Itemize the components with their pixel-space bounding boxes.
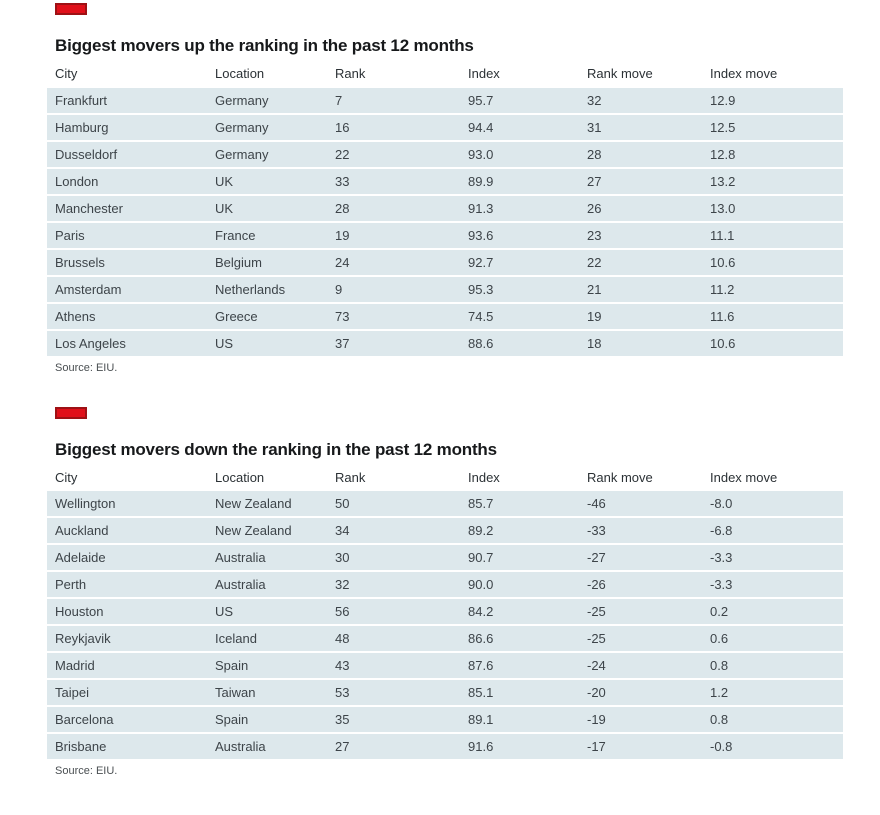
- table-cell: 26: [579, 195, 702, 222]
- table-row: [47, 195, 843, 222]
- table-cell: Wellington: [47, 491, 207, 517]
- table-cell: 12.8: [702, 141, 843, 168]
- table-cell: Frankfurt: [47, 88, 207, 114]
- table-cell: 34: [327, 517, 460, 544]
- table-cell: -6.8: [702, 517, 843, 544]
- movers-down-title: Biggest movers down the ranking in the past 12 months: [55, 439, 497, 459]
- column-header-rank: Rank: [327, 63, 460, 88]
- table-cell: Iceland: [207, 625, 327, 652]
- table-cell: Australia: [207, 571, 327, 598]
- table-cell: -25: [579, 598, 702, 625]
- table-cell: Dusseldorf: [47, 141, 207, 168]
- table-cell: US: [207, 598, 327, 625]
- table-cell: 48: [327, 625, 460, 652]
- table-cell: -33: [579, 517, 702, 544]
- table-cell: -26: [579, 571, 702, 598]
- table-cell: 50: [327, 491, 460, 517]
- table-cell: 0.6: [702, 625, 843, 652]
- table-cell: 89.2: [460, 517, 579, 544]
- table-cell: 22: [579, 249, 702, 276]
- source-note: Source: EIU.: [55, 765, 118, 778]
- table-cell: 94.4: [460, 114, 579, 141]
- movers-down-table: [47, 466, 843, 761]
- column-header-index: Index: [460, 466, 579, 491]
- table-cell: Brisbane: [47, 733, 207, 760]
- table-cell: 84.2: [460, 598, 579, 625]
- table-cell: 32: [579, 88, 702, 114]
- table-cell: 73: [327, 303, 460, 330]
- table-cell: -0.8: [702, 733, 843, 760]
- table-cell: 85.7: [460, 491, 579, 517]
- table-cell: 22: [327, 141, 460, 168]
- table-row: [47, 168, 843, 195]
- table-cell: -19: [579, 706, 702, 733]
- column-header-city: City: [47, 466, 207, 491]
- table-cell: -3.3: [702, 571, 843, 598]
- table-row: [47, 706, 843, 733]
- table-cell: 53: [327, 679, 460, 706]
- table-cell: 27: [327, 733, 460, 760]
- table-cell: 89.1: [460, 706, 579, 733]
- table-cell: Perth: [47, 571, 207, 598]
- table-cell: 16: [327, 114, 460, 141]
- table-cell: Germany: [207, 88, 327, 114]
- movers-up-section: [47, 3, 843, 374]
- column-header-location: Location: [207, 466, 327, 491]
- header-row: [47, 466, 843, 491]
- table-cell: 23: [579, 222, 702, 249]
- table-cell: Greece: [207, 303, 327, 330]
- table-cell: 0.2: [702, 598, 843, 625]
- table-cell: Netherlands: [207, 276, 327, 303]
- table-cell: 13.0: [702, 195, 843, 222]
- table-cell: Barcelona: [47, 706, 207, 733]
- table-cell: 9: [327, 276, 460, 303]
- table-cell: -8.0: [702, 491, 843, 517]
- table-row: [47, 249, 843, 276]
- table-cell: Manchester: [47, 195, 207, 222]
- table-cell: 43: [327, 652, 460, 679]
- table-cell: 92.7: [460, 249, 579, 276]
- table-row: [47, 141, 843, 168]
- table-cell: 85.1: [460, 679, 579, 706]
- table-cell: Houston: [47, 598, 207, 625]
- table-cell: 93.6: [460, 222, 579, 249]
- table-cell: 11.2: [702, 276, 843, 303]
- table-cell: Paris: [47, 222, 207, 249]
- table-cell: 88.6: [460, 330, 579, 357]
- table-cell: France: [207, 222, 327, 249]
- table-cell: US: [207, 330, 327, 357]
- table-cell: 28: [327, 195, 460, 222]
- column-header-rank: Rank: [327, 466, 460, 491]
- table-cell: 24: [327, 249, 460, 276]
- column-header-rank-move: Rank move: [579, 63, 702, 88]
- table-cell: -17: [579, 733, 702, 760]
- table-cell: 37: [327, 330, 460, 357]
- table-cell: 30: [327, 544, 460, 571]
- table-cell: -20: [579, 679, 702, 706]
- table-cell: 13.2: [702, 168, 843, 195]
- table-row: [47, 652, 843, 679]
- table-cell: Germany: [207, 141, 327, 168]
- table-cell: UK: [207, 195, 327, 222]
- red-marker: [55, 3, 87, 15]
- column-header-rank-move: Rank move: [579, 466, 702, 491]
- table-cell: -25: [579, 625, 702, 652]
- movers-up-table: [47, 63, 843, 358]
- table-cell: Spain: [207, 706, 327, 733]
- table-cell: 10.6: [702, 330, 843, 357]
- table-cell: Athens: [47, 303, 207, 330]
- table-cell: Australia: [207, 544, 327, 571]
- table-row: [47, 733, 843, 760]
- table-cell: 74.5: [460, 303, 579, 330]
- table-row: [47, 679, 843, 706]
- table-cell: 19: [579, 303, 702, 330]
- table-row: [47, 276, 843, 303]
- table-cell: -46: [579, 491, 702, 517]
- table-cell: -3.3: [702, 544, 843, 571]
- column-header-index: Index: [460, 63, 579, 88]
- table-row: [47, 625, 843, 652]
- table-cell: Spain: [207, 652, 327, 679]
- table-cell: 0.8: [702, 652, 843, 679]
- table-cell: 35: [327, 706, 460, 733]
- table-cell: Belgium: [207, 249, 327, 276]
- column-header-city: City: [47, 63, 207, 88]
- table-cell: London: [47, 168, 207, 195]
- movers-up-title: Biggest movers up the ranking in the past 12 months: [55, 36, 474, 55]
- table-cell: 89.9: [460, 168, 579, 195]
- table-cell: 7: [327, 88, 460, 114]
- table-cell: Australia: [207, 733, 327, 760]
- table-cell: 11.1: [702, 222, 843, 249]
- column-header-location: Location: [207, 63, 327, 88]
- table-cell: Auckland: [47, 517, 207, 544]
- table-cell: UK: [207, 168, 327, 195]
- table-cell: 91.3: [460, 195, 579, 222]
- table-cell: 12.5: [702, 114, 843, 141]
- table-row: [47, 303, 843, 330]
- table-cell: Amsterdam: [47, 276, 207, 303]
- table-cell: Taipei: [47, 679, 207, 706]
- table-cell: 56: [327, 598, 460, 625]
- table-cell: 18: [579, 330, 702, 357]
- table-cell: -24: [579, 652, 702, 679]
- table-row: [47, 517, 843, 544]
- table-row: [47, 598, 843, 625]
- table-cell: 95.3: [460, 276, 579, 303]
- column-header-index-move: Index move: [702, 63, 843, 88]
- table-cell: 90.7: [460, 544, 579, 571]
- table-cell: 91.6: [460, 733, 579, 760]
- table-cell: 27: [579, 168, 702, 195]
- movers-down-section: [47, 407, 843, 778]
- table-row: [47, 491, 843, 517]
- table-cell: New Zealand: [207, 517, 327, 544]
- table-cell: 87.6: [460, 652, 579, 679]
- table-cell: Germany: [207, 114, 327, 141]
- table-row: [47, 114, 843, 141]
- table-cell: New Zealand: [207, 491, 327, 517]
- table-cell: 93.0: [460, 141, 579, 168]
- table-cell: Los Angeles: [47, 330, 207, 357]
- table-row: [47, 571, 843, 598]
- table-cell: 32: [327, 571, 460, 598]
- table-cell: -27: [579, 544, 702, 571]
- table-cell: 1.2: [702, 679, 843, 706]
- table-cell: 12.9: [702, 88, 843, 114]
- table-row: [47, 544, 843, 571]
- table-cell: Taiwan: [207, 679, 327, 706]
- table-cell: Madrid: [47, 652, 207, 679]
- table-cell: 0.8: [702, 706, 843, 733]
- table-cell: 21: [579, 276, 702, 303]
- table-cell: 95.7: [460, 88, 579, 114]
- table-cell: 28: [579, 141, 702, 168]
- table-cell: 90.0: [460, 571, 579, 598]
- table-row: [47, 222, 843, 249]
- red-marker: [55, 407, 87, 419]
- table-cell: 33: [327, 168, 460, 195]
- source-note: Source: EIU.: [55, 361, 118, 374]
- table-row: [47, 88, 843, 114]
- column-header-index-move: Index move: [702, 466, 843, 491]
- table-cell: 11.6: [702, 303, 843, 330]
- header-row: [47, 63, 843, 88]
- table-cell: 10.6: [702, 249, 843, 276]
- table-cell: 19: [327, 222, 460, 249]
- table-cell: Brussels: [47, 249, 207, 276]
- table-cell: Hamburg: [47, 114, 207, 141]
- table-cell: 86.6: [460, 625, 579, 652]
- table-cell: 31: [579, 114, 702, 141]
- table-cell: Reykjavik: [47, 625, 207, 652]
- table-cell: Adelaide: [47, 544, 207, 571]
- table-row: [47, 330, 843, 357]
